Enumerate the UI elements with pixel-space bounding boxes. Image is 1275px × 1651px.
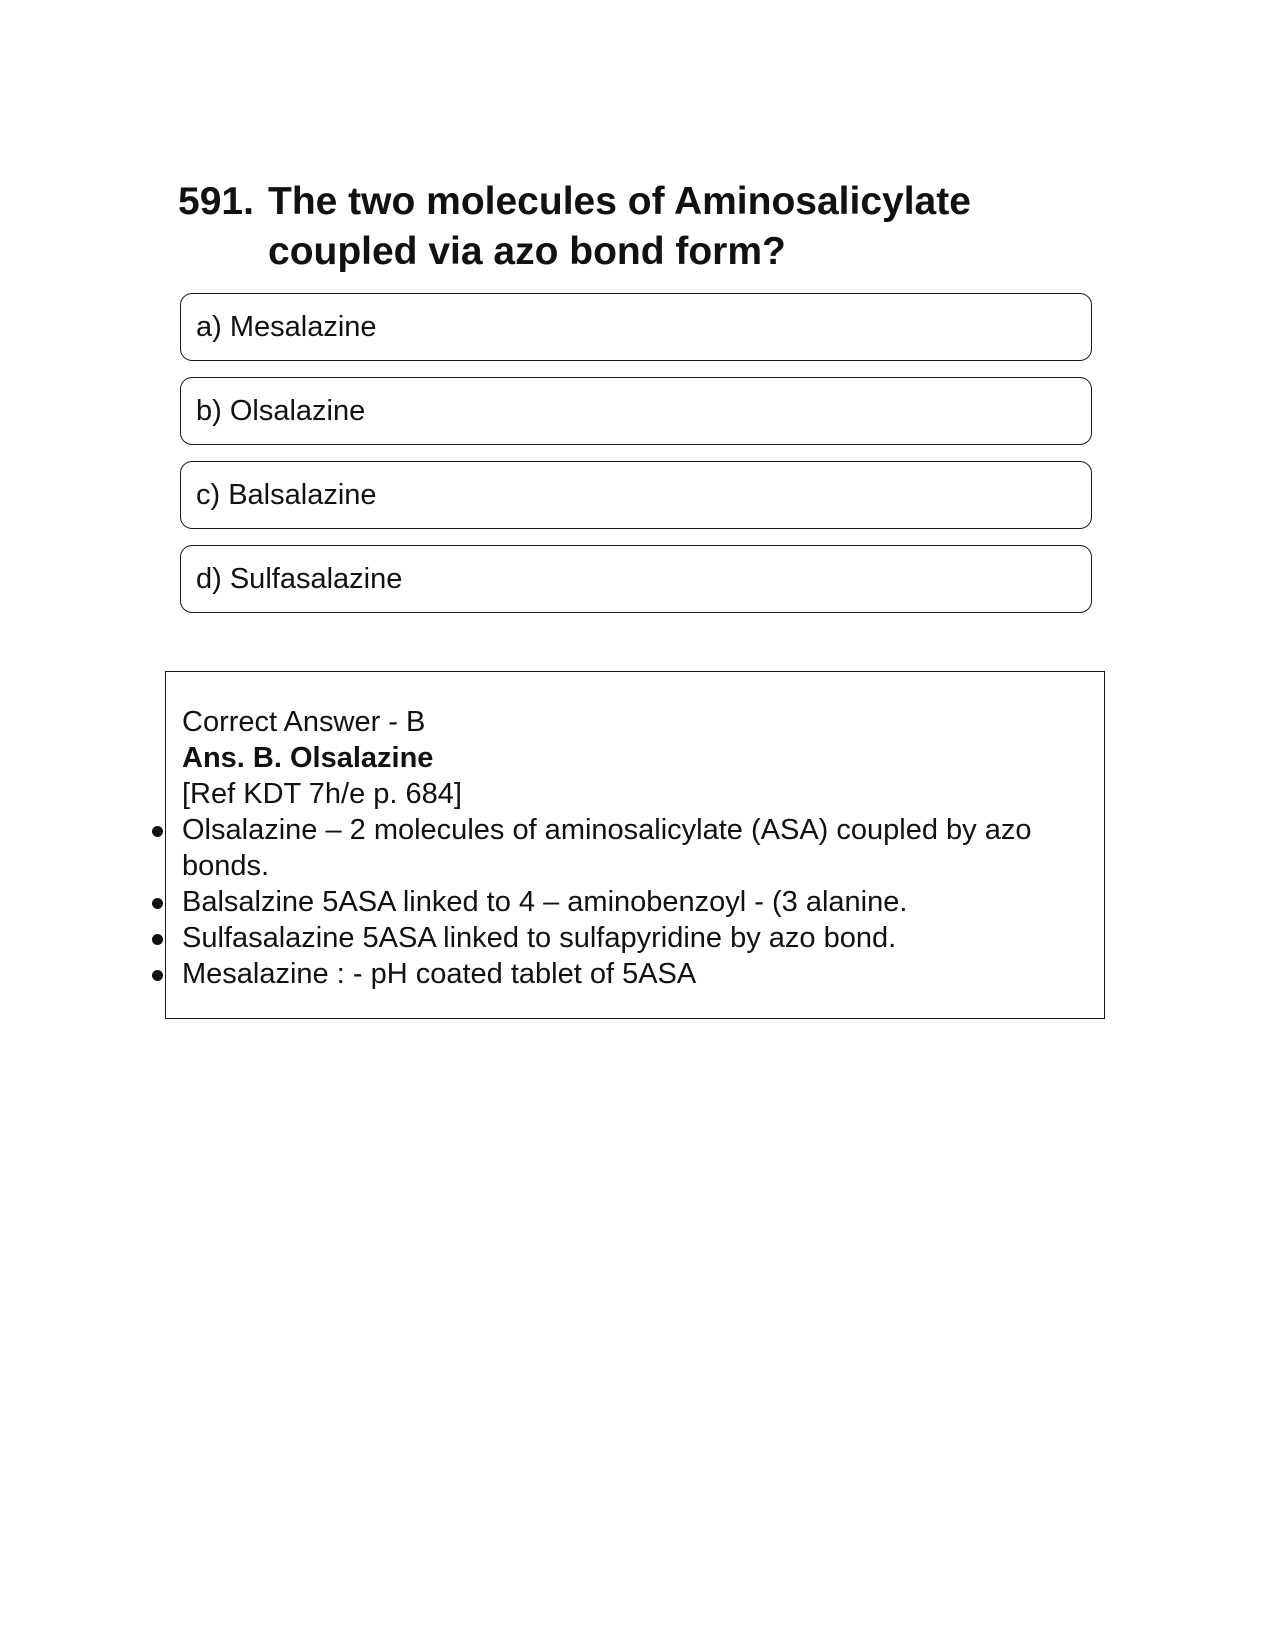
explanation-list xyxy=(182,812,1088,992)
list-item xyxy=(182,884,1088,920)
answer-reference: [Ref KDT 7h/e p. 684] xyxy=(182,778,462,810)
answer-options xyxy=(180,293,1092,629)
list-item xyxy=(182,956,1088,992)
option-d[interactable] xyxy=(180,545,1092,613)
question-text: The two molecules of Aminosalicylate coupled via azo bond form? xyxy=(268,180,971,273)
option-d-label: d) Sulfasalazine xyxy=(196,562,403,595)
list-item-text: Sulfasalazine 5ASA linked to sulfapyridine by azo bond. xyxy=(182,922,897,954)
list-item-text: Balsalzine 5ASA linked to 4 – aminobenzoyl - (3 alanine. xyxy=(182,886,908,918)
bullet-icon xyxy=(152,826,163,837)
answer-explanation-box xyxy=(165,671,1105,1019)
option-a[interactable] xyxy=(180,293,1092,361)
bullet-icon xyxy=(152,898,163,909)
question-number: 591. xyxy=(178,180,254,223)
option-b[interactable] xyxy=(180,377,1092,445)
correct-answer-text: Correct Answer - B xyxy=(182,706,426,738)
question-heading xyxy=(178,177,1098,277)
list-item xyxy=(182,920,1088,956)
answer-heading: Ans. B. Olsalazine xyxy=(182,742,434,774)
bullet-icon xyxy=(152,970,163,981)
list-item-text: Mesalazine : - pH coated tablet of 5ASA xyxy=(182,958,697,990)
option-c-label: c) Balsalazine xyxy=(196,478,377,511)
option-b-label: b) Olsalazine xyxy=(196,394,366,427)
list-item xyxy=(182,812,1088,884)
option-c[interactable] xyxy=(180,461,1092,529)
bullet-icon xyxy=(152,934,163,945)
list-item-text: Olsalazine – 2 molecules of aminosalicylate (ASA) coupled by azo bonds. xyxy=(182,814,1032,882)
option-a-label: a) Mesalazine xyxy=(196,310,377,343)
